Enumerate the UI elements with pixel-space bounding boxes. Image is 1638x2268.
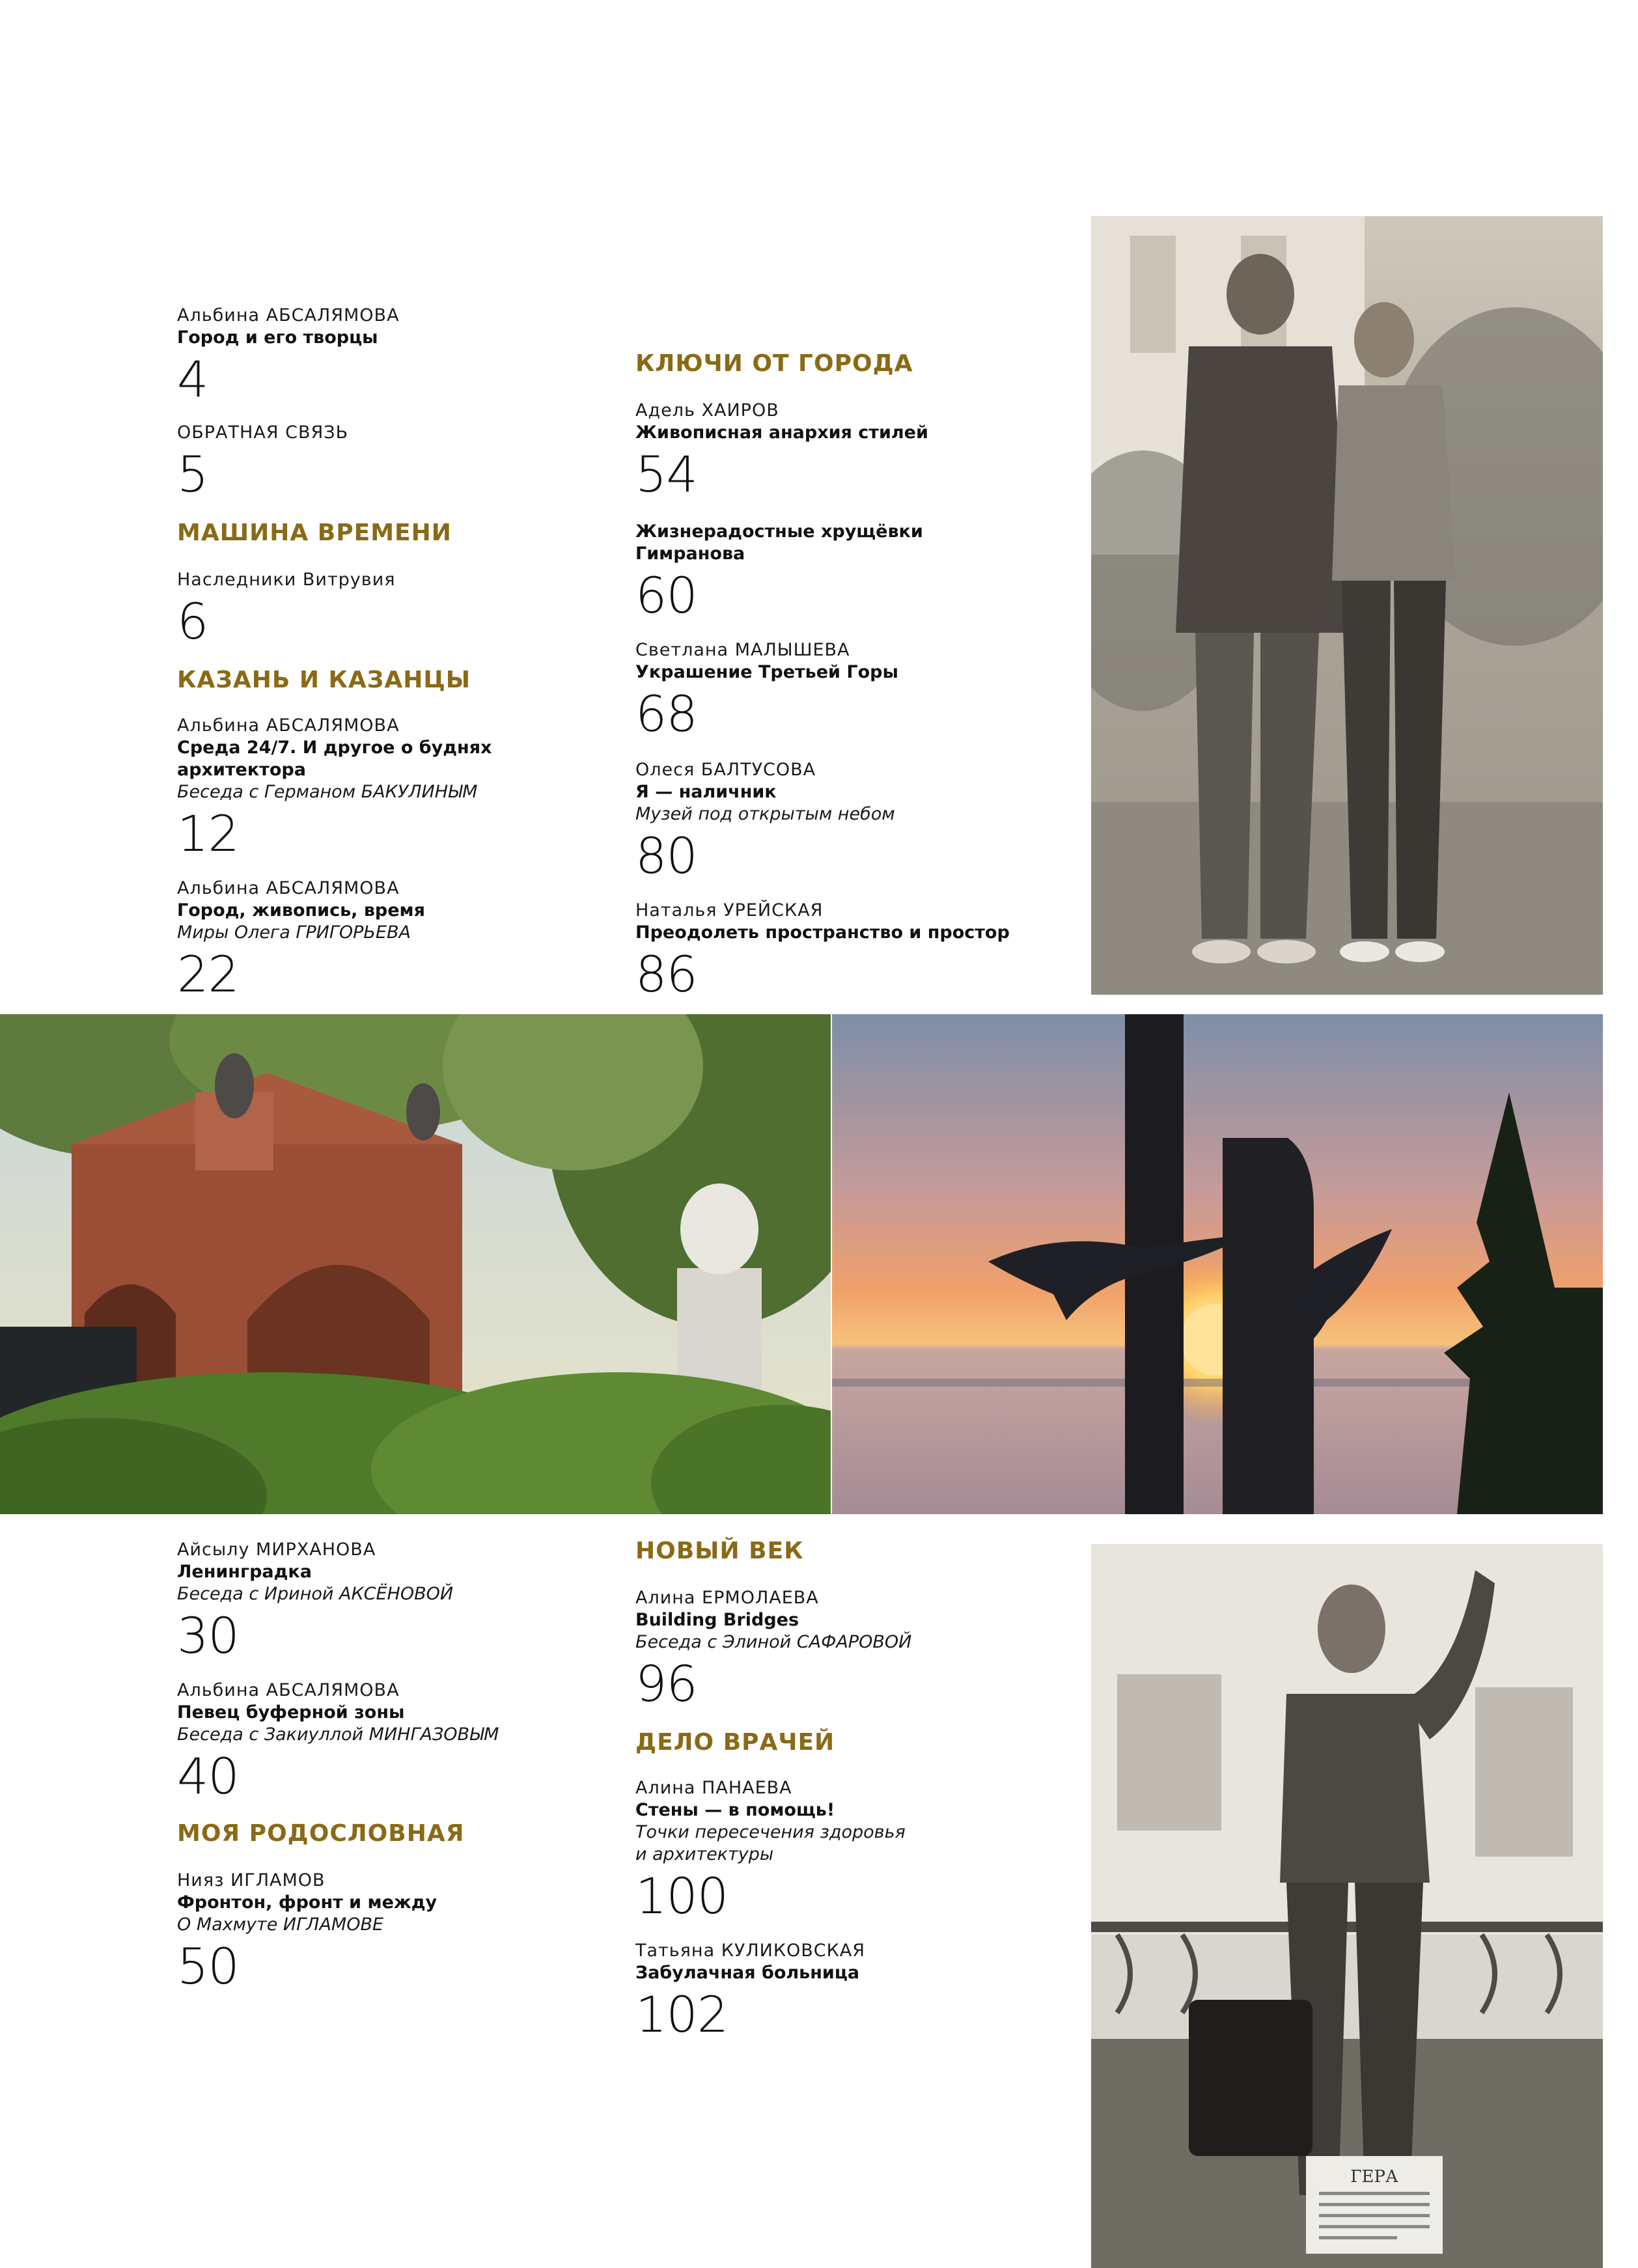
toc-entry-60[interactable] bbox=[635, 521, 923, 624]
toc-entry-5[interactable] bbox=[177, 422, 348, 503]
entry-subtitle: Беседа с Германом БАКУЛИНЫМ bbox=[177, 782, 478, 802]
section-heading: МОЯ РОДОСЛОВНАЯ bbox=[177, 1820, 465, 1847]
entry-author: Алина ПАНАЕВА bbox=[635, 1778, 792, 1798]
entry-title-line: Жизнерадостные хрущёвки bbox=[635, 521, 923, 542]
photo-chapel-cemetery bbox=[0, 1014, 831, 1514]
toc-entry-6[interactable] bbox=[177, 569, 396, 650]
entry-author: Альбина АБСАЛЯМОВА bbox=[177, 305, 400, 325]
toc-entry-68[interactable] bbox=[635, 639, 898, 742]
toc-entry-4[interactable] bbox=[177, 305, 400, 408]
section-heading: КАЗАНЬ И КАЗАНЦЫ bbox=[177, 667, 471, 693]
entry-title-line: Гимранова bbox=[635, 544, 745, 564]
entry-page-number: 68 bbox=[635, 685, 697, 743]
entry-subtitle: Беседа с Закиуллой МИНГАЗОВЫМ bbox=[177, 1724, 499, 1745]
entry-author: Светлана МАЛЫШЕВА bbox=[635, 640, 850, 660]
entry-title: Стены — в помощь! bbox=[635, 1800, 835, 1820]
section-heading: МАШИНА ВРЕМЕНИ bbox=[177, 519, 452, 546]
entry-page-number: 5 bbox=[177, 445, 208, 503]
entry-subtitle: Миры Олега ГРИГОРЬЕВА bbox=[177, 922, 411, 943]
entry-title: Ленинградка bbox=[177, 1562, 312, 1582]
entry-page-number: 30 bbox=[177, 1607, 239, 1665]
entry-title: Забулачная больница bbox=[635, 1963, 860, 1983]
entry-subtitle-line: Точки пересечения здоровья bbox=[635, 1822, 906, 1842]
entry-page-number: 96 bbox=[635, 1655, 697, 1713]
entry-subtitle: Беседа с Ириной АКСЁНОВОЙ bbox=[177, 1584, 454, 1604]
toc-entry-102[interactable] bbox=[635, 1940, 865, 2043]
toc-entry-96[interactable] bbox=[635, 1587, 911, 1712]
entry-author: Альбина АБСАЛЯМОВА bbox=[177, 715, 400, 736]
entry-title: Город и его творцы bbox=[177, 327, 378, 348]
entry-title: Певец буферной зоны bbox=[177, 1702, 405, 1722]
entry-title: Я — наличник bbox=[635, 782, 777, 802]
entry-subtitle: О Махмуте ИГЛАМОВЕ bbox=[177, 1915, 384, 1935]
entry-title: Украшение Третьей Горы bbox=[635, 662, 898, 682]
entry-author: ОБРАТНАЯ СВЯЗЬ bbox=[177, 422, 349, 443]
entry-title: Преодолеть пространство и простор bbox=[635, 922, 1010, 943]
toc-entry-54[interactable] bbox=[635, 400, 928, 503]
entry-page-number: 102 bbox=[635, 1985, 729, 2043]
entry-title: Building Bridges bbox=[635, 1610, 799, 1630]
photo-man-with-bag bbox=[1091, 1544, 1603, 2268]
entry-author: Айсылу МИРХАНОВА bbox=[177, 1540, 376, 1560]
section-heading: НОВЫЙ ВЕК bbox=[635, 1538, 804, 1564]
entry-title-line: Среда 24/7. И другое о буднях bbox=[177, 738, 492, 758]
entry-author: Адель ХАИРОВ bbox=[635, 400, 779, 421]
entry-subtitle: Музей под открытым небом bbox=[635, 804, 895, 824]
photo-sunset-monument bbox=[832, 1014, 1603, 1514]
entry-page-number: 100 bbox=[635, 1867, 729, 1925]
entry-page-number: 86 bbox=[635, 945, 697, 1003]
entry-author: Альбина АБСАЛЯМОВА bbox=[177, 878, 400, 898]
toc-entry-40[interactable] bbox=[177, 1680, 499, 1805]
entry-page-number: 12 bbox=[177, 805, 239, 863]
entry-page-number: 4 bbox=[177, 350, 208, 408]
entry-author: Наталья УРЕЙСКАЯ bbox=[635, 900, 824, 920]
entry-page-number: 40 bbox=[177, 1747, 239, 1805]
entry-page-number: 22 bbox=[177, 945, 239, 1003]
entry-author: Татьяна КУЛИКОВСКАЯ bbox=[635, 1941, 866, 1961]
plaque-name: ГЕРА bbox=[1350, 2167, 1398, 2187]
toc-entry-30[interactable] bbox=[177, 1539, 453, 1664]
toc-entry-12[interactable] bbox=[177, 715, 492, 862]
entry-author: Олеся БАЛТУСОВА bbox=[635, 760, 816, 780]
entry-title-line: архитектора bbox=[177, 760, 306, 780]
toc-entry-86[interactable] bbox=[635, 900, 1010, 1003]
toc-entry-50[interactable] bbox=[177, 1870, 437, 1995]
section-heading: ДЕЛО ВРАЧЕЙ bbox=[635, 1729, 835, 1756]
toc-entry-100[interactable] bbox=[635, 1777, 906, 1924]
toc-entry-22[interactable] bbox=[177, 878, 425, 1003]
entry-subtitle: Беседа с Элиной САФАРОВОЙ bbox=[635, 1632, 912, 1652]
entry-page-number: 60 bbox=[635, 566, 697, 624]
entry-author: Альбина АБСАЛЯМОВА bbox=[177, 1680, 400, 1700]
entry-author: Наследники Витрувия bbox=[177, 570, 396, 590]
photo-couple bbox=[1091, 216, 1603, 995]
entry-page-number: 54 bbox=[635, 445, 697, 503]
entry-page-number: 6 bbox=[177, 592, 208, 650]
entry-title: Город, живопись, время bbox=[177, 900, 425, 920]
entry-title: Живописная анархия стилей bbox=[635, 422, 928, 443]
entry-page-number: 80 bbox=[635, 827, 697, 885]
entry-subtitle-line: и архитектуры bbox=[635, 1844, 774, 1864]
entry-author: Алина ЕРМОЛАЕВА bbox=[635, 1588, 819, 1608]
entry-author: Нияз ИГЛАМОВ bbox=[177, 1870, 326, 1890]
section-heading: КЛЮЧИ ОТ ГОРОДА bbox=[635, 350, 913, 377]
entry-page-number: 50 bbox=[177, 1937, 239, 1995]
entry-title: Фронтон, фронт и между bbox=[177, 1892, 437, 1913]
toc-entry-80[interactable] bbox=[635, 759, 895, 884]
